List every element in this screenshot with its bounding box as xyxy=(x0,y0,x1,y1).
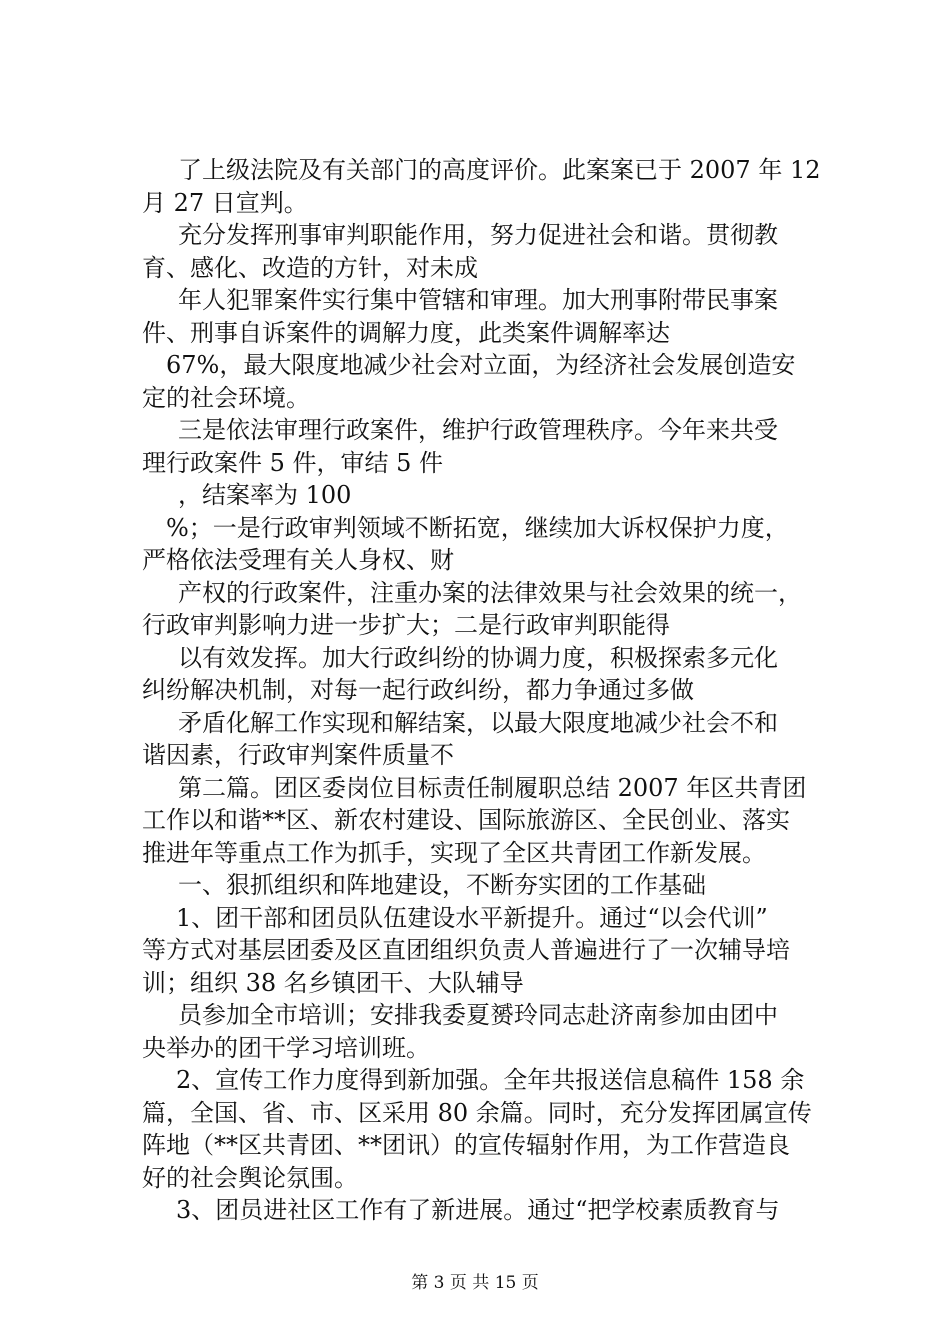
text-line: 充分发挥刑事审判职能作用，努力促进社会和谐。贯彻教 xyxy=(178,221,778,249)
text-line: 谐因素，行政审判案件质量不 xyxy=(142,741,454,769)
text-line: 月 27 日宣判。 xyxy=(142,188,308,217)
text-line: 好的社会舆论氛围。 xyxy=(142,1163,358,1192)
text-line: 严格依法受理有关人身权、财 xyxy=(142,546,454,574)
text-line: 3、团员进社区工作有了新进展。通过“把学校素质教育与 xyxy=(176,1196,780,1224)
text-line: 行政审判影响力进一步扩大；二是行政审判职能得 xyxy=(142,611,670,639)
text-line: 阵地（**区共青团、**团讯）的宣传辐射作用，为工作营造良 xyxy=(142,1131,790,1159)
text-line: 等方式对基层团委及区直团组织负责人普遍进行了一次辅导培 xyxy=(142,936,790,964)
text-line: 定的社会环境。 xyxy=(142,383,310,412)
text-line: 2、宣传工作力度得到新加强。全年共报送信息稿件 158 余 xyxy=(176,1066,805,1094)
text-line: 推进年等重点工作为抓手，实现了全区共青团工作新发展。 xyxy=(142,838,766,867)
text-line: ，结案率为 100 xyxy=(178,481,352,509)
text-line: %；一是行政审判领域不断拓宽，继续加大诉权保护力度， xyxy=(166,513,789,542)
text-line: 三是依法审理行政案件，维护行政管理秩序。今年来共受 xyxy=(178,416,778,444)
text-line: 工作以和谐**区、新农村建设、国际旅游区、全民创业、落实 xyxy=(142,806,790,834)
text-line: 67%，最大限度地减少社会对立面，为经济社会发展创造安 xyxy=(166,351,796,379)
text-line: 育、感化、改造的方针，对未成 xyxy=(142,253,478,282)
text-line: 件、刑事自诉案件的调解力度，此类案件调解率达 xyxy=(142,318,670,347)
text-line: 产权的行政案件，注重办案的法律效果与社会效果的统一， xyxy=(178,578,802,607)
text-line: 以有效发挥。加大行政纠纷的协调力度，积极探索多元化 xyxy=(178,643,778,672)
text-line: 央举办的团干学习培训班。 xyxy=(142,1033,430,1062)
text-line: 矛盾化解工作实现和解结案，以最大限度地减少社会不和 xyxy=(178,708,778,737)
text-line: 1、团干部和团员队伍建设水平新提升。通过“以会代训” xyxy=(176,903,768,932)
text-line: 篇，全国、省、市、区采用 80 余篇。同时，充分发挥团属宣传 xyxy=(142,1098,812,1127)
page-footer: 第 3 页 共 15 页 xyxy=(411,1273,539,1293)
text-line: 第二篇。团区委岗位目标责任制履职总结 2007 年区共青团 xyxy=(178,773,807,802)
text-line: 年人犯罪案件实行集中管辖和审理。加大刑事附带民事案 xyxy=(178,286,778,314)
body-text xyxy=(142,154,842,1227)
text-line: 一、狠抓组织和阵地建设，不断夯实团的工作基础 xyxy=(178,871,706,899)
text-line: 纠纷解决机制，对每一起行政纠纷，都力争通过多做 xyxy=(142,676,694,704)
text-line: 了上级法院及有关部门的高度评价。此案案已于 2007 年 12 xyxy=(178,156,821,184)
text-line: 理行政案件 5 件，审结 5 件 xyxy=(142,448,444,477)
text-line: 训；组织 38 名乡镇团干、大队辅导 xyxy=(142,968,524,997)
text-line: 员参加全市培训；安排我委夏赟玲同志赴济南参加由团中 xyxy=(178,1001,778,1029)
